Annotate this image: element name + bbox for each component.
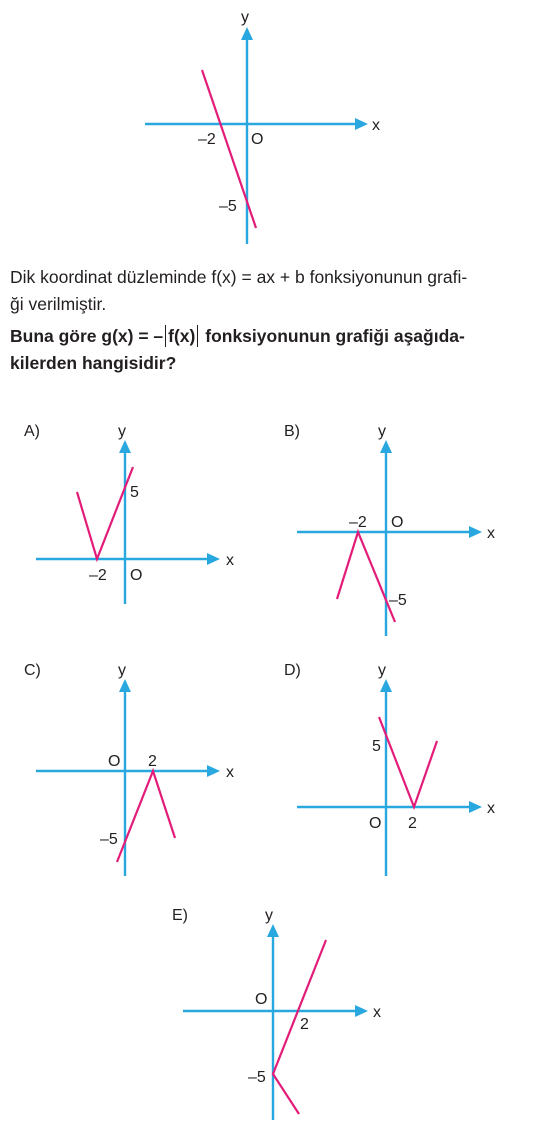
option-e-graph[interactable]	[172, 907, 381, 1120]
option-a-letter: A)	[24, 423, 40, 440]
option-d-x-arrow-icon	[469, 801, 482, 813]
option-d-y-arrow-icon	[380, 679, 392, 692]
option-a-x-label: x	[226, 552, 234, 569]
main-y-label: y	[241, 9, 249, 26]
question-intro-line-2: ği verilmiştir.	[10, 294, 107, 314]
option-a-graph[interactable]	[24, 423, 234, 604]
option-c-y-arrow-icon	[119, 679, 131, 692]
option-d-graph[interactable]	[284, 662, 495, 876]
option-c-label-2: –5	[100, 831, 118, 848]
option-e-label-2: –5	[248, 1069, 266, 1086]
option-a-label-2: –2	[89, 567, 107, 584]
option-e-letter: E)	[172, 907, 188, 924]
option-d-curve	[379, 717, 437, 807]
option-e-x-arrow-icon	[355, 1005, 368, 1017]
option-b-origin-label: O	[391, 514, 404, 531]
question-prompt-prefix: Buna göre g(x) = –	[10, 326, 164, 346]
option-e-y-arrow-icon	[267, 924, 279, 937]
option-b-label-2: –5	[389, 592, 407, 609]
option-c-y-label: y	[118, 662, 126, 679]
option-b-y-arrow-icon	[380, 440, 392, 453]
option-c-origin-label: O	[108, 753, 121, 770]
question-prompt-line-2: kilerden hangisidir?	[10, 353, 177, 373]
option-c-letter: C)	[24, 662, 41, 679]
question-prompt-line-1	[10, 323, 540, 350]
option-c-label-1: 2	[148, 753, 157, 770]
option-d-origin-label: O	[369, 815, 382, 832]
option-c-x-arrow-icon	[207, 765, 220, 777]
main-y-arrow-icon	[241, 27, 253, 40]
option-e-x-label: x	[373, 1004, 381, 1021]
option-e-y-label: y	[265, 907, 273, 924]
option-a-label-1: 5	[130, 484, 139, 501]
option-b-x-arrow-icon	[469, 526, 482, 538]
option-d-x-label: x	[487, 800, 495, 817]
absolute-value-expression: f(x)	[165, 325, 198, 347]
question-prompt	[10, 323, 540, 377]
main-x-intercept-label: –2	[198, 131, 216, 148]
main-origin-label: O	[251, 131, 264, 148]
main-graph	[145, 9, 380, 244]
option-e-label-1: 2	[300, 1016, 309, 1033]
option-a-x-arrow-icon	[207, 553, 220, 565]
option-d-label-1: 5	[372, 738, 381, 755]
option-d-y-label: y	[378, 662, 386, 679]
question-intro-line-1: Dik koordinat düzleminde f(x) = ax + b fonksiyonunun grafi-	[10, 267, 468, 287]
main-x-label: x	[372, 117, 380, 134]
option-a-origin-label: O	[130, 567, 143, 584]
option-a-y-label: y	[118, 423, 126, 440]
option-b-y-label: y	[378, 423, 386, 440]
option-a-y-arrow-icon	[119, 440, 131, 453]
main-x-arrow-icon	[355, 118, 368, 130]
option-b-label-1: –2	[349, 514, 367, 531]
option-e-origin-label: O	[255, 991, 268, 1008]
option-b-graph[interactable]	[284, 423, 495, 636]
option-c-graph[interactable]	[24, 662, 234, 876]
option-c-x-label: x	[226, 764, 234, 781]
main-y-intercept-label: –5	[219, 198, 237, 215]
option-d-label-2: 2	[408, 815, 417, 832]
option-d-letter: D)	[284, 662, 301, 679]
option-b-letter: B)	[284, 423, 300, 440]
question-prompt-suffix: fonksiyonunun grafiği aşağıda-	[200, 326, 465, 346]
question-intro	[10, 264, 540, 318]
option-b-x-label: x	[487, 525, 495, 542]
